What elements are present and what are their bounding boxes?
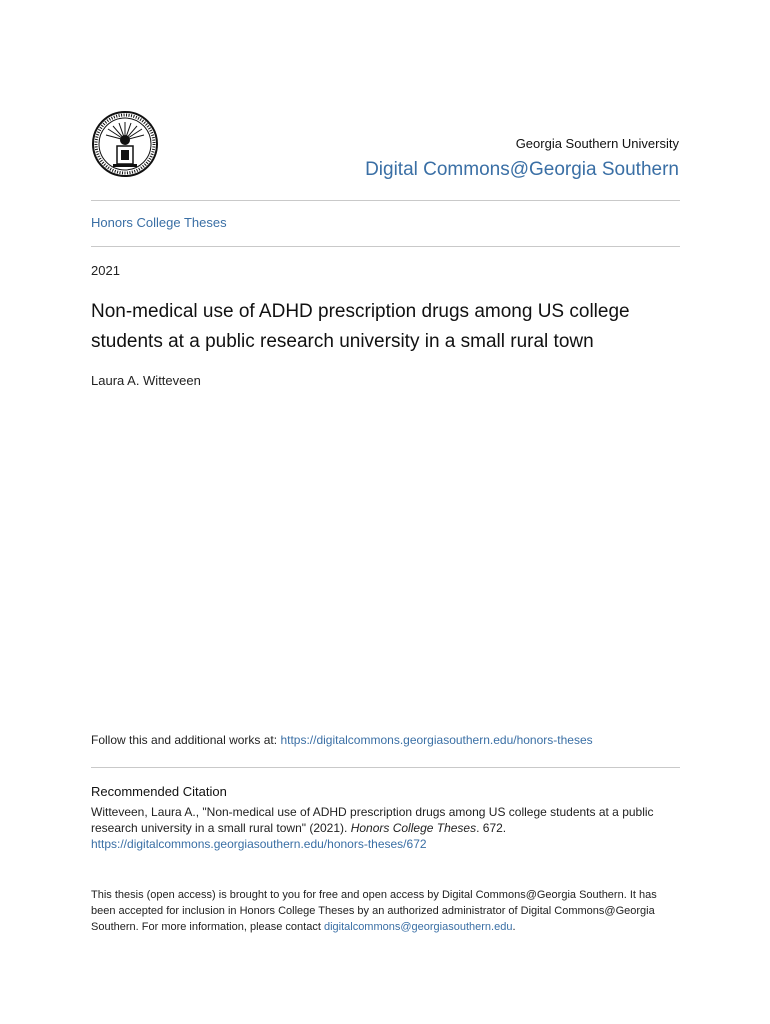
follow-line <box>91 733 593 747</box>
citation-journal: Honors College Theses <box>350 821 477 835</box>
access-notice <box>91 887 661 935</box>
citation-number: . 672. <box>476 821 507 835</box>
author-name: Laura A. Witteveen <box>91 373 201 388</box>
series-link[interactable]: Honors College Theses <box>91 215 227 230</box>
divider <box>91 246 680 247</box>
citation-link[interactable]: https://digitalcommons.georgiasouthern.edu/honors-theses/672 <box>91 837 427 851</box>
citation-body: Witteveen, Laura A., "Non-medical use of ADHD prescription drugs among US college students at a public research university in a small rural town" (2021). <box>91 805 654 835</box>
follow-prefix: Follow this and additional works at: <box>91 733 281 747</box>
thesis-title: Non-medical use of ADHD prescription drugs among US college students at a public research university in a small rural town <box>91 301 630 352</box>
notice-end: . <box>512 921 516 933</box>
institution-name: Georgia Southern University <box>515 136 679 151</box>
publication-year: 2021 <box>91 263 120 278</box>
contact-email-link[interactable]: digitalcommons@georgiasouthern.edu <box>323 921 513 933</box>
divider <box>91 200 680 201</box>
university-seal-icon <box>91 110 159 178</box>
divider <box>91 767 680 768</box>
citation-text <box>91 804 686 852</box>
repository-link[interactable]: Digital Commons@Georgia Southern <box>365 159 679 180</box>
collection-link[interactable]: https://digitalcommons.georgiasouthern.edu/honors-theses <box>280 733 593 747</box>
notice-text: This thesis (open access) is brought to you for free and open access by Digital Commons@Georgia Southern. It has been accepted for inclusion in Honors College Theses by an authorized administrator of Digital Commons@Georgia Southern. For more information, please contact <box>91 889 657 933</box>
citation-heading: Recommended Citation <box>91 784 227 799</box>
